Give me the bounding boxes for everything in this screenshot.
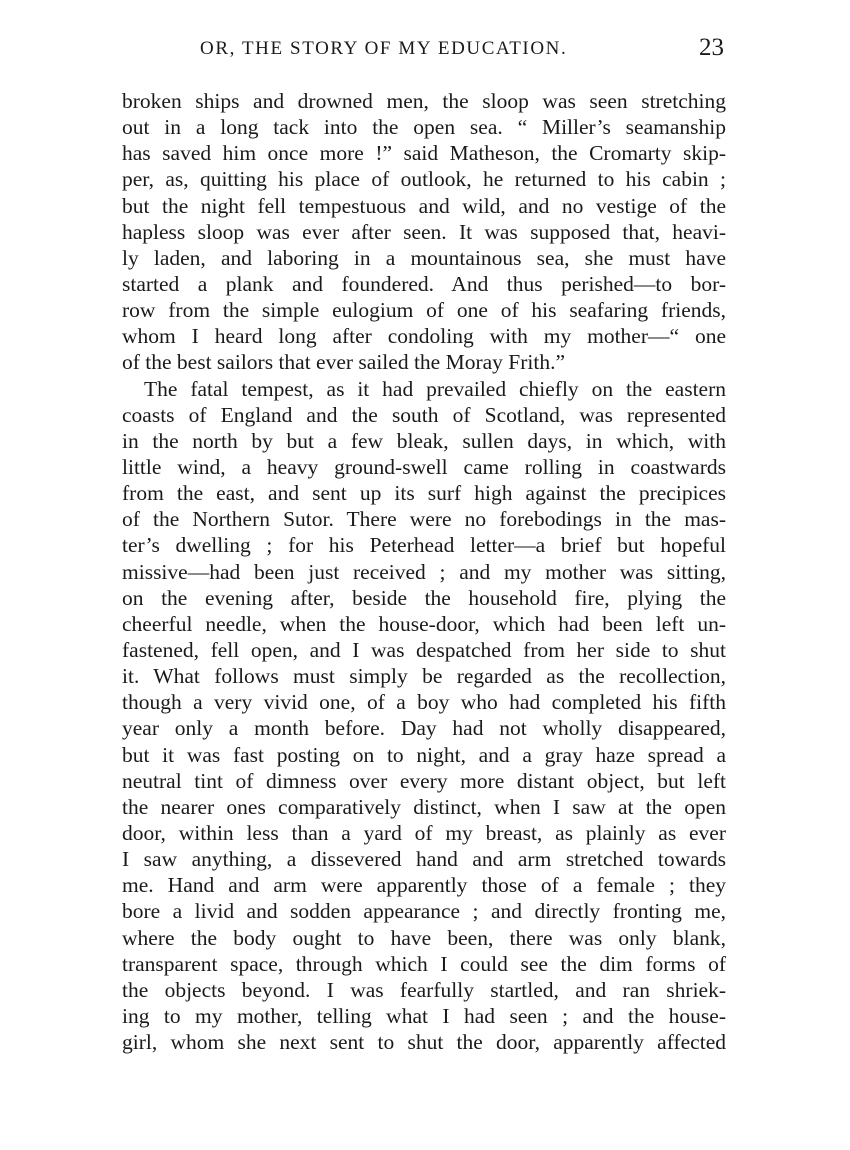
- text-line: neutral tint of dimness over every more distant object, but left: [122, 768, 726, 793]
- text-line: ter’s dwelling ; for his Peterhead letter—a brief but hopeful: [122, 533, 726, 558]
- text-line: door, within less than a yard of my breast, as plainly as ever: [122, 820, 726, 845]
- text-line: ing to my mother, telling what I had seen ; and the house-: [122, 1003, 726, 1028]
- body-text: [122, 88, 726, 1055]
- text-line: has saved him once more !” said Matheson, the Cromarty skip-: [122, 141, 726, 166]
- running-head: [122, 36, 724, 66]
- text-line: per, as, quitting his place of outlook, he returned to his cabin ;: [122, 167, 726, 192]
- text-line: the nearer ones comparatively distinct, when I saw at the open: [122, 794, 726, 819]
- text-line: me. Hand and arm were apparently those of a female ; they: [122, 873, 726, 898]
- text-line: row from the simple eulogium of one of his seafaring friends,: [122, 298, 726, 323]
- text-line: it. What follows must simply be regarded as the recollection,: [122, 664, 726, 689]
- text-line: though a very vivid one, of a boy who had completed his fifth: [122, 690, 726, 715]
- text-line: but the night fell tempestuous and wild, and no vestige of the: [122, 193, 726, 218]
- text-line: but it was fast posting on to night, and a gray haze spread a: [122, 742, 726, 767]
- text-line: cheerful needle, when the house-door, which had been left un-: [122, 611, 726, 636]
- text-line: coasts of England and the south of Scotland, was represented: [122, 402, 726, 427]
- paragraph-first-line: The fatal tempest, as it had prevailed chiefly on the eastern: [144, 376, 726, 401]
- text-line: in the north by but a few bleak, sullen days, in which, with: [122, 428, 726, 453]
- text-line: hapless sloop was ever after seen. It was supposed that, heavi-: [122, 219, 726, 244]
- text-line: missive—had been just received ; and my mother was sitting,: [122, 559, 726, 584]
- text-line: on the evening after, beside the household fire, plying the: [122, 585, 726, 610]
- text-line: girl, whom she next sent to shut the door, apparently affected: [122, 1030, 726, 1055]
- text-line: of the Northern Sutor. There were no forebodings in the mas-: [122, 507, 726, 532]
- running-title: OR, THE STORY OF MY EDUCATION.: [200, 38, 568, 59]
- text-line: the objects beyond. I was fearfully startled, and ran shriek-: [122, 977, 726, 1002]
- page-number: 23: [699, 34, 724, 61]
- text-line: year only a month before. Day had not wholly disappeared,: [122, 716, 726, 741]
- text-line: started a plank and foundered. And thus perished—to bor-: [122, 271, 726, 296]
- text-line: I saw anything, a dissevered hand and arm stretched towards: [122, 847, 726, 872]
- text-line: out in a long tack into the open sea. “ Miller’s seamanship: [122, 115, 726, 140]
- text-line: from the east, and sent up its surf high against the precipices: [122, 481, 726, 506]
- text-line: little wind, a heavy ground-swell came rolling in coastwards: [122, 454, 726, 479]
- text-line: transparent space, through which I could see the dim forms of: [122, 951, 726, 976]
- text-line: whom I heard long after condoling with my mother—“ one: [122, 324, 726, 349]
- text-line: bore a livid and sodden appearance ; and directly fronting me,: [122, 899, 726, 924]
- text-line: of the best sailors that ever sailed the Moray Frith.”: [122, 350, 566, 375]
- text-line: fastened, fell open, and I was despatched from her side to shut: [122, 637, 726, 662]
- text-line: where the body ought to have been, there was only blank,: [122, 925, 726, 950]
- text-line: ly laden, and laboring in a mountainous sea, she must have: [122, 245, 726, 270]
- text-line: broken ships and drowned men, the sloop was seen stretching: [122, 89, 726, 113]
